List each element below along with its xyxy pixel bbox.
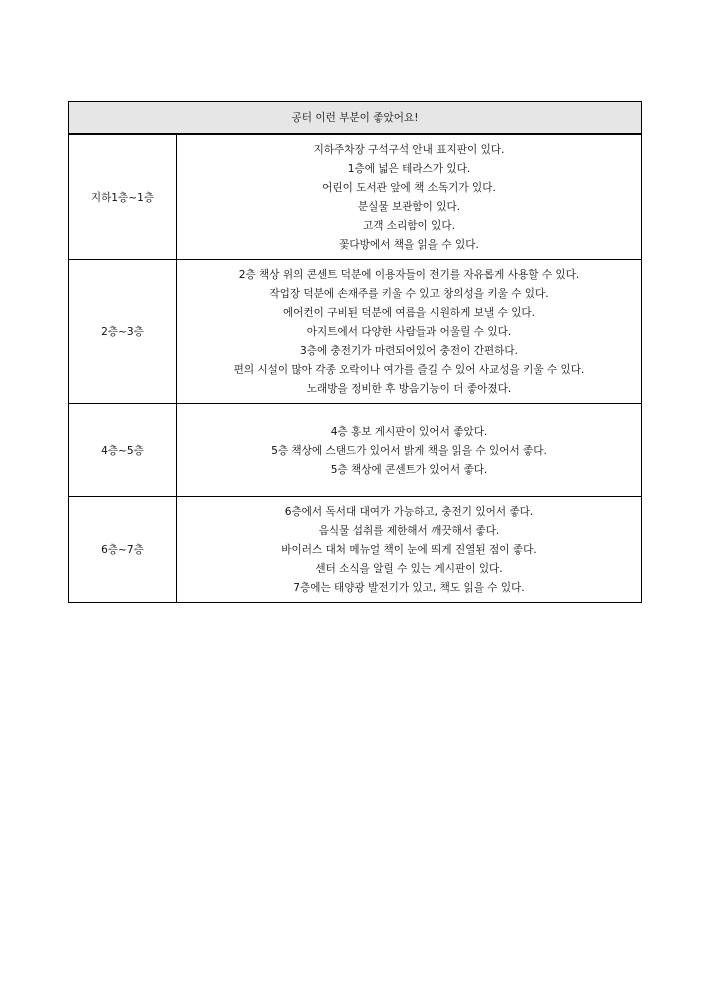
table-row	[69, 497, 642, 603]
list-item: 에어컨이 구비된 덕분에 여름을 시원하게 보낼 수 있다.	[282, 307, 536, 319]
list-item: 노래방을 정비한 후 방음기능이 더 좋아졌다.	[306, 383, 512, 395]
list-item: 5층 책상에 콘센트가 있어서 좋다.	[330, 463, 488, 476]
list-item: 1층에 넓은 테라스가 있다.	[347, 163, 471, 175]
list-item: 7층에는 태양광 발전기가 있고, 책도 읽을 수 있다.	[293, 582, 525, 594]
floor-label: 4층~5층	[69, 404, 177, 497]
floor-items	[177, 134, 642, 260]
floor-label: 지하1층~1층	[69, 134, 177, 260]
list-item: 6층에서 독서대 대여가 가능하고, 충전기 있어서 좋다.	[284, 506, 534, 518]
floor-items	[177, 260, 642, 404]
floor-items	[177, 404, 642, 497]
list-item: 지하주차장 구석구석 안내 표지판이 있다.	[313, 144, 505, 156]
list-item: 편의 시설이 많아 각종 오락이나 여가를 즐길 수 있어 사교성을 키울 수 있다.	[233, 364, 585, 376]
table-header: 공터 이런 부분이 좋았어요!	[69, 102, 642, 135]
table-header-row	[69, 102, 642, 135]
feedback-table	[68, 101, 642, 603]
table-row	[69, 134, 642, 260]
list-item: 꽃다방에서 책을 읽을 수 있다.	[339, 239, 479, 251]
list-item: 바이러스 대처 메뉴얼 책이 눈에 띄게 진열된 점이 좋다.	[281, 544, 537, 556]
list-item: 아지트에서 다양한 사람들과 어울릴 수 있다.	[306, 326, 512, 338]
list-item: 2층 책상 위의 콘센트 덕분에 이용자들이 전기를 자유롭게 사용할 수 있다.	[238, 269, 580, 281]
table-row	[69, 404, 642, 497]
list-item: 분실물 보관함이 있다.	[357, 201, 461, 213]
list-item: 음식물 섭취를 제한해서 깨끗해서 좋다.	[318, 525, 500, 537]
list-item: 센터 소식을 알릴 수 있는 게시판이 있다.	[315, 563, 503, 575]
floor-label: 6층~7층	[69, 497, 177, 603]
floor-label: 2층~3층	[69, 260, 177, 404]
list-item: 5층 책상에 스탠드가 있어서 밝게 책을 읽을 수 있어서 좋다.	[271, 444, 547, 457]
list-item: 작업장 덕분에 손재주를 키울 수 있고 창의성을 키울 수 있다.	[269, 288, 549, 300]
floor-items	[177, 497, 642, 603]
table-row	[69, 260, 642, 404]
list-item: 고객 소리함이 있다.	[363, 220, 455, 232]
list-item: 3층에 충전기가 마련되어있어 충전이 간편하다.	[299, 345, 518, 357]
list-item: 4층 홍보 게시판이 있어서 좋았다.	[330, 425, 488, 438]
list-item: 어린이 도서관 앞에 책 소독기가 있다.	[322, 182, 496, 194]
